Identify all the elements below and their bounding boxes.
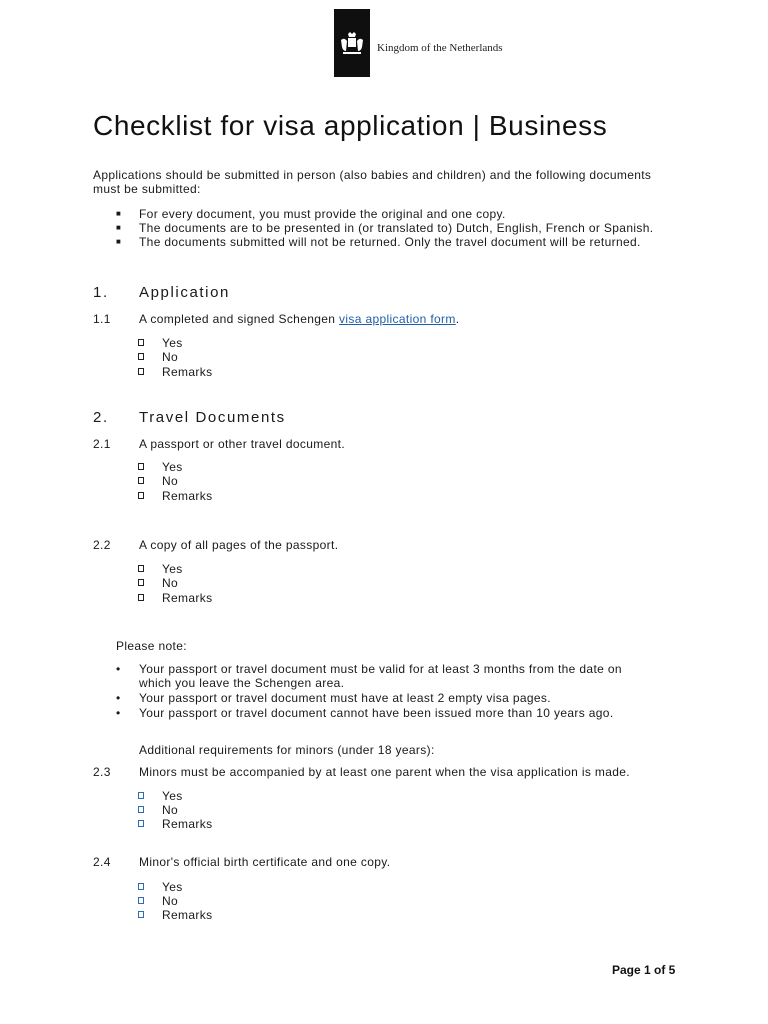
item-1-1-text-after: . xyxy=(455,312,460,326)
coat-of-arms-icon xyxy=(339,31,365,57)
checkbox-icon[interactable] xyxy=(138,565,144,572)
intro-line-2: must be submitted: xyxy=(93,182,201,196)
intro-bullet-3: The documents submitted will not be returned. Only the travel document will be returned. xyxy=(139,235,641,249)
checkbox-icon[interactable] xyxy=(138,579,144,586)
checkbox-icon[interactable] xyxy=(138,820,144,827)
item-1-1-text-before: A completed and signed Schengen xyxy=(139,312,340,326)
coat-of-arms-logo xyxy=(334,9,370,77)
item-2-4-options: Yes No Remarks xyxy=(0,880,300,924)
square-bullet-icon: ■ xyxy=(116,237,121,246)
checkbox-icon[interactable] xyxy=(138,368,144,375)
item-2-2-text: A copy of all pages of the passport. xyxy=(139,538,339,552)
checkbox-icon[interactable] xyxy=(138,492,144,499)
checkbox-icon[interactable] xyxy=(138,477,144,484)
item-2-2-number: 2.2 xyxy=(93,538,111,552)
item-2-3-number: 2.3 xyxy=(93,765,111,779)
item-2-1-options: Yes No Remarks xyxy=(0,460,300,504)
checkbox-icon[interactable] xyxy=(138,883,144,890)
intro-bullet-1: For every document, you must provide the original and one copy. xyxy=(139,207,506,221)
page-number: Page 1 of 5 xyxy=(612,963,676,977)
item-1-1-text xyxy=(139,312,459,327)
item-2-3-text: Minors must be accompanied by at least one parent when the visa application is made. xyxy=(139,765,630,779)
note-bullet-1: Your passport or travel document must be valid for at least 3 months from the date on xyxy=(139,662,622,676)
checkbox-icon[interactable] xyxy=(138,594,144,601)
bullet-dot-icon: • xyxy=(116,691,121,705)
page-title: Checklist for visa application | Business xyxy=(93,110,608,141)
minors-heading: Additional requirements for minors (under 18 years): xyxy=(139,743,435,757)
section-2-number: 2. xyxy=(93,409,109,426)
checkbox-icon[interactable] xyxy=(138,792,144,799)
item-1-1-options: Yes No Remarks xyxy=(0,336,300,380)
item-2-2-options: Yes No Remarks xyxy=(0,562,300,606)
section-2-heading: Travel Documents xyxy=(139,409,286,426)
logo-caption: Kingdom of the Netherlands xyxy=(377,42,503,54)
square-bullet-icon: ■ xyxy=(116,209,121,218)
checkbox-icon[interactable] xyxy=(138,911,144,918)
item-1-1-number: 1.1 xyxy=(93,312,111,326)
checkbox-icon[interactable] xyxy=(138,806,144,813)
intro-bullet-2: The documents are to be presented in (or translated to) Dutch, English, French or Spanish. xyxy=(139,221,654,235)
section-1-number: 1. xyxy=(93,284,109,301)
checkbox-icon[interactable] xyxy=(138,463,144,470)
checkbox-icon[interactable] xyxy=(138,353,144,360)
item-2-1-number: 2.1 xyxy=(93,437,111,451)
checkbox-icon[interactable] xyxy=(138,339,144,346)
item-2-4-text: Minor's official birth certificate and one copy. xyxy=(139,855,391,869)
note-bullet-3: Your passport or travel document cannot have been issued more than 10 years ago. xyxy=(139,706,614,720)
please-note-heading: Please note: xyxy=(116,639,187,653)
checkbox-icon[interactable] xyxy=(138,897,144,904)
item-2-1-text: A passport or other travel document. xyxy=(139,437,346,451)
note-bullet-2: Your passport or travel document must have at least 2 empty visa pages. xyxy=(139,691,551,705)
intro-line-1: Applications should be submitted in person (also babies and children) and the following documents xyxy=(93,168,652,182)
note-bullet-1-cont: which you leave the Schengen area. xyxy=(139,676,345,690)
item-2-3-options: Yes No Remarks xyxy=(0,789,300,833)
section-1-heading: Application xyxy=(139,284,230,301)
square-bullet-icon: ■ xyxy=(116,223,121,232)
visa-application-form-link[interactable]: visa application form xyxy=(339,312,456,326)
item-2-4-number: 2.4 xyxy=(93,855,111,869)
bullet-dot-icon: • xyxy=(116,662,121,676)
bullet-dot-icon: • xyxy=(116,706,121,720)
